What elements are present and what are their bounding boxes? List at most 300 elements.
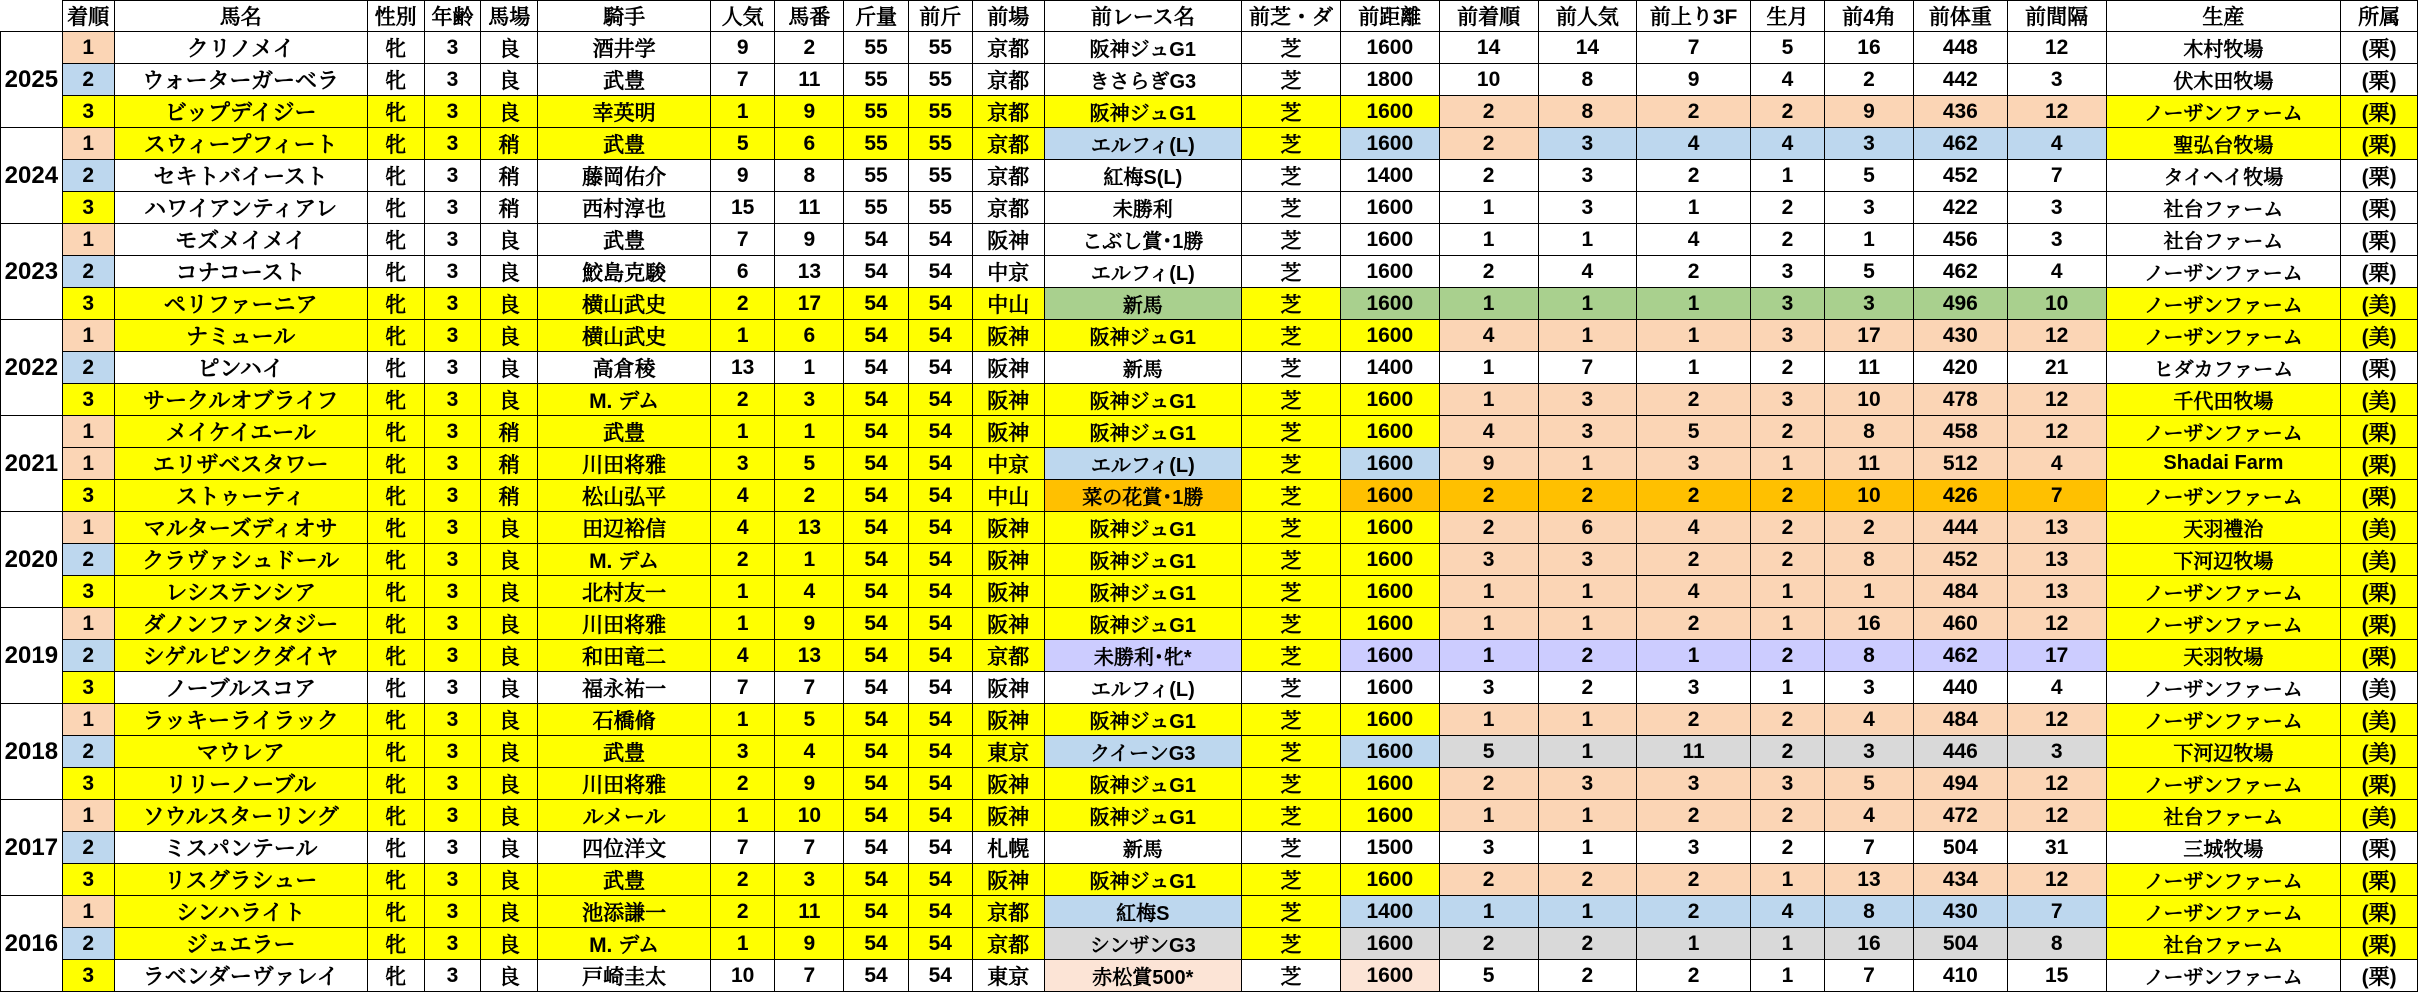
cell-10: 54 [908,576,972,608]
cell-6: 北村友一 [538,576,711,608]
cell-17: 2 [1637,96,1751,128]
cell-12: エルフィ(L) [1044,448,1242,480]
cell-19: 3 [1825,736,1914,768]
cell-21: 12 [2007,800,2106,832]
cell-4: 3 [424,64,481,96]
cell-21: 12 [2007,96,2106,128]
cell-7: 10 [711,960,775,992]
cell-19: 8 [1825,416,1914,448]
cell-19: 3 [1825,128,1914,160]
table-row [1,928,2418,960]
cell-20: 494 [1913,768,2007,800]
year-cell: 2019 [1,608,63,704]
cell-9: 54 [844,704,908,736]
cell-8: 11 [775,896,844,928]
cell-13: 芝 [1242,352,1341,384]
cell-11: 阪神 [972,704,1044,736]
cell-18: 2 [1750,192,1824,224]
cell-23: (美) [2341,672,2418,704]
cell-9: 54 [844,320,908,352]
cell-15: 1 [1439,576,1538,608]
cell-3: 牝 [367,448,424,480]
cell-14: 1600 [1340,768,1439,800]
cell-23: (美) [2341,384,2418,416]
cell-11: 京都 [972,32,1044,64]
cell-5: 良 [481,288,538,320]
table-row [1,704,2418,736]
cell-6: 田辺裕信 [538,512,711,544]
cell-2: クリノメイ [114,32,367,64]
cell-3: 牝 [367,672,424,704]
cell-1: 2 [62,544,114,576]
cell-20: 430 [1913,320,2007,352]
cell-17: 1 [1637,640,1751,672]
cell-15: 1 [1439,608,1538,640]
cell-4: 3 [424,704,481,736]
cell-11: 東京 [972,960,1044,992]
cell-7: 1 [711,800,775,832]
cell-10: 54 [908,288,972,320]
cell-14: 1400 [1340,352,1439,384]
cell-23: (美) [2341,288,2418,320]
cell-12: きさらぎG3 [1044,64,1242,96]
cell-21: 12 [2007,416,2106,448]
cell-16: 1 [1538,736,1637,768]
cell-19: 8 [1825,896,1914,928]
header-cell-13: 前芝・ダ [1242,1,1341,32]
cell-18: 2 [1750,352,1824,384]
cell-12: 阪神ジュG1 [1044,32,1242,64]
cell-15: 1 [1439,352,1538,384]
cell-12: エルフィ(L) [1044,128,1242,160]
cell-16: 1 [1538,224,1637,256]
cell-17: 2 [1637,480,1751,512]
cell-16: 1 [1538,800,1637,832]
cell-4: 3 [424,320,481,352]
cell-16: 1 [1538,448,1637,480]
cell-6: 武豊 [538,864,711,896]
cell-21: 7 [2007,480,2106,512]
cell-22: ヒダカファーム [2106,352,2341,384]
cell-3: 牝 [367,832,424,864]
cell-10: 54 [908,256,972,288]
cell-18: 2 [1750,96,1824,128]
cell-8: 13 [775,640,844,672]
cell-4: 3 [424,832,481,864]
cell-21: 12 [2007,768,2106,800]
cell-4: 3 [424,192,481,224]
cell-7: 2 [711,544,775,576]
cell-18: 3 [1750,320,1824,352]
cell-6: 酒井学 [538,32,711,64]
cell-13: 芝 [1242,192,1341,224]
cell-13: 芝 [1242,704,1341,736]
cell-7: 4 [711,512,775,544]
cell-20: 410 [1913,960,2007,992]
cell-4: 3 [424,672,481,704]
cell-10: 54 [908,896,972,928]
cell-17: 2 [1637,800,1751,832]
cell-14: 1600 [1340,480,1439,512]
year-cell: 2021 [1,416,63,512]
cell-18: 3 [1750,256,1824,288]
cell-19: 1 [1825,576,1914,608]
cell-2: リリーノーブル [114,768,367,800]
cell-5: 良 [481,352,538,384]
cell-11: 阪神 [972,384,1044,416]
cell-2: ラベンダーヴァレイ [114,960,367,992]
cell-12: 未勝利･牝* [1044,640,1242,672]
cell-18: 1 [1750,576,1824,608]
cell-16: 2 [1538,672,1637,704]
cell-4: 3 [424,576,481,608]
cell-14: 1600 [1340,256,1439,288]
cell-8: 7 [775,832,844,864]
cell-9: 54 [844,800,908,832]
cell-15: 2 [1439,256,1538,288]
cell-10: 55 [908,192,972,224]
cell-5: 良 [481,96,538,128]
cell-6: 横山武史 [538,320,711,352]
cell-20: 436 [1913,96,2007,128]
cell-10: 55 [908,160,972,192]
cell-23: (栗) [2341,768,2418,800]
cell-3: 牝 [367,640,424,672]
header-cell-10: 前斤 [908,1,972,32]
cell-20: 484 [1913,576,2007,608]
cell-7: 2 [711,288,775,320]
cell-14: 1600 [1340,672,1439,704]
cell-13: 芝 [1242,480,1341,512]
cell-16: 8 [1538,96,1637,128]
cell-17: 1 [1637,288,1751,320]
cell-4: 3 [424,800,481,832]
cell-8: 13 [775,256,844,288]
cell-12: 紅梅S [1044,896,1242,928]
cell-23: (栗) [2341,160,2418,192]
cell-5: 良 [481,736,538,768]
cell-3: 牝 [367,256,424,288]
cell-15: 2 [1439,512,1538,544]
cell-3: 牝 [367,160,424,192]
cell-16: 3 [1538,416,1637,448]
cell-7: 7 [711,832,775,864]
header-corner [1,1,63,32]
cell-10: 54 [908,384,972,416]
cell-8: 3 [775,384,844,416]
cell-19: 7 [1825,832,1914,864]
cell-12: 新馬 [1044,832,1242,864]
cell-12: 阪神ジュG1 [1044,512,1242,544]
year-cell: 2025 [1,32,63,128]
cell-23: (栗) [2341,256,2418,288]
cell-15: 2 [1439,96,1538,128]
cell-13: 芝 [1242,96,1341,128]
cell-18: 2 [1750,832,1824,864]
cell-9: 54 [844,928,908,960]
cell-6: 鮫島克駿 [538,256,711,288]
cell-3: 牝 [367,736,424,768]
cell-1: 1 [62,608,114,640]
cell-15: 3 [1439,672,1538,704]
cell-18: 4 [1750,128,1824,160]
cell-15: 3 [1439,544,1538,576]
cell-18: 2 [1750,416,1824,448]
cell-9: 55 [844,96,908,128]
cell-16: 3 [1538,192,1637,224]
cell-20: 462 [1913,256,2007,288]
cell-6: 幸英明 [538,96,711,128]
cell-9: 55 [844,32,908,64]
cell-9: 54 [844,480,908,512]
table-row [1,832,2418,864]
table-row [1,896,2418,928]
cell-6: 武豊 [538,128,711,160]
cell-1: 3 [62,960,114,992]
header-cell-14: 前距離 [1340,1,1439,32]
table-row [1,576,2418,608]
cell-20: 478 [1913,384,2007,416]
cell-20: 434 [1913,864,2007,896]
cell-15: 1 [1439,704,1538,736]
cell-22: ノーザンファーム [2106,96,2341,128]
cell-4: 3 [424,256,481,288]
cell-16: 6 [1538,512,1637,544]
cell-16: 3 [1538,128,1637,160]
cell-6: M. デム [538,544,711,576]
cell-3: 牝 [367,768,424,800]
cell-19: 3 [1825,192,1914,224]
cell-3: 牝 [367,352,424,384]
cell-17: 11 [1637,736,1751,768]
year-cell: 2022 [1,320,63,416]
cell-6: 石橋脩 [538,704,711,736]
cell-23: (美) [2341,320,2418,352]
cell-22: 下河辺牧場 [2106,544,2341,576]
cell-5: 良 [481,608,538,640]
cell-17: 5 [1637,416,1751,448]
cell-9: 55 [844,64,908,96]
header-row [1,1,2418,32]
cell-20: 426 [1913,480,2007,512]
cell-4: 3 [424,32,481,64]
cell-15: 2 [1439,128,1538,160]
cell-23: (栗) [2341,576,2418,608]
cell-3: 牝 [367,608,424,640]
cell-23: (栗) [2341,960,2418,992]
cell-8: 13 [775,512,844,544]
cell-9: 54 [844,896,908,928]
cell-4: 3 [424,608,481,640]
cell-15: 5 [1439,960,1538,992]
cell-1: 2 [62,832,114,864]
table-row [1,448,2418,480]
table-row [1,160,2418,192]
cell-10: 55 [908,32,972,64]
cell-19: 2 [1825,512,1914,544]
cell-12: エルフィ(L) [1044,256,1242,288]
cell-7: 9 [711,32,775,64]
cell-5: 良 [481,512,538,544]
cell-17: 1 [1637,320,1751,352]
cell-23: (栗) [2341,128,2418,160]
cell-21: 21 [2007,352,2106,384]
cell-16: 2 [1538,928,1637,960]
cell-2: シンハライト [114,896,367,928]
cell-6: 武豊 [538,224,711,256]
header-cell-5: 馬場 [481,1,538,32]
cell-13: 芝 [1242,416,1341,448]
cell-11: 阪神 [972,320,1044,352]
cell-21: 4 [2007,448,2106,480]
cell-13: 芝 [1242,160,1341,192]
cell-11: 中山 [972,480,1044,512]
cell-17: 2 [1637,864,1751,896]
cell-12: こぶし賞･1勝 [1044,224,1242,256]
cell-1: 3 [62,480,114,512]
header-cell-7: 人気 [711,1,775,32]
cell-11: 京都 [972,896,1044,928]
cell-17: 9 [1637,64,1751,96]
cell-20: 458 [1913,416,2007,448]
header-cell-20: 前体重 [1913,1,2007,32]
cell-1: 3 [62,96,114,128]
cell-13: 芝 [1242,64,1341,96]
cell-3: 牝 [367,192,424,224]
cell-3: 牝 [367,224,424,256]
cell-5: 良 [481,704,538,736]
table-row [1,608,2418,640]
cell-7: 13 [711,352,775,384]
cell-5: 良 [481,576,538,608]
cell-6: 横山武史 [538,288,711,320]
cell-21: 7 [2007,160,2106,192]
cell-20: 422 [1913,192,2007,224]
cell-11: 阪神 [972,608,1044,640]
header-cell-6: 騎手 [538,1,711,32]
cell-9: 54 [844,256,908,288]
cell-2: サークルオブライフ [114,384,367,416]
cell-17: 4 [1637,128,1751,160]
cell-23: (栗) [2341,448,2418,480]
cell-7: 1 [711,96,775,128]
cell-12: 阪神ジュG1 [1044,768,1242,800]
cell-3: 牝 [367,64,424,96]
cell-7: 2 [711,768,775,800]
cell-19: 9 [1825,96,1914,128]
cell-13: 芝 [1242,864,1341,896]
cell-2: ナミュール [114,320,367,352]
cell-11: 阪神 [972,864,1044,896]
cell-5: 良 [481,768,538,800]
cell-20: 442 [1913,64,2007,96]
cell-3: 牝 [367,704,424,736]
cell-5: 良 [481,64,538,96]
header-cell-8: 馬番 [775,1,844,32]
year-cell: 2020 [1,512,63,608]
cell-1: 1 [62,448,114,480]
cell-15: 1 [1439,640,1538,672]
cell-3: 牝 [367,288,424,320]
cell-7: 5 [711,128,775,160]
cell-8: 1 [775,416,844,448]
cell-22: 下河辺牧場 [2106,736,2341,768]
table-row [1,736,2418,768]
year-cell: 2023 [1,224,63,320]
cell-14: 1600 [1340,704,1439,736]
cell-1: 1 [62,704,114,736]
cell-21: 12 [2007,864,2106,896]
table-row [1,640,2418,672]
cell-21: 13 [2007,576,2106,608]
cell-16: 2 [1538,480,1637,512]
cell-11: 中京 [972,448,1044,480]
cell-18: 2 [1750,736,1824,768]
cell-23: (栗) [2341,224,2418,256]
table-row [1,32,2418,64]
cell-12: 阪神ジュG1 [1044,608,1242,640]
cell-9: 54 [844,864,908,896]
cell-11: 京都 [972,192,1044,224]
cell-19: 10 [1825,384,1914,416]
cell-22: ノーザンファーム [2106,960,2341,992]
cell-11: 京都 [972,96,1044,128]
header-cell-3: 性別 [367,1,424,32]
cell-19: 5 [1825,768,1914,800]
cell-14: 1600 [1340,640,1439,672]
cell-15: 1 [1439,192,1538,224]
cell-11: 京都 [972,128,1044,160]
cell-6: M. デム [538,384,711,416]
cell-8: 17 [775,288,844,320]
cell-20: 444 [1913,512,2007,544]
cell-17: 3 [1637,448,1751,480]
table-row [1,128,2418,160]
cell-1: 1 [62,224,114,256]
cell-12: 阪神ジュG1 [1044,96,1242,128]
cell-1: 1 [62,416,114,448]
cell-16: 8 [1538,64,1637,96]
header-cell-17: 前上り3F [1637,1,1751,32]
cell-12: 未勝利 [1044,192,1242,224]
cell-15: 2 [1439,160,1538,192]
cell-4: 3 [424,512,481,544]
cell-10: 54 [908,320,972,352]
cell-7: 9 [711,160,775,192]
cell-8: 7 [775,960,844,992]
cell-19: 16 [1825,928,1914,960]
cell-3: 牝 [367,864,424,896]
cell-22: ノーザンファーム [2106,704,2341,736]
cell-15: 5 [1439,736,1538,768]
cell-22: 三城牧場 [2106,832,2341,864]
cell-7: 2 [711,384,775,416]
cell-18: 1 [1750,960,1824,992]
cell-7: 7 [711,64,775,96]
cell-6: 池添謙一 [538,896,711,928]
cell-11: 中山 [972,288,1044,320]
table-row [1,96,2418,128]
cell-22: 聖弘台牧場 [2106,128,2341,160]
cell-7: 15 [711,192,775,224]
cell-16: 7 [1538,352,1637,384]
cell-6: 武豊 [538,64,711,96]
cell-16: 1 [1538,704,1637,736]
cell-2: モズメイメイ [114,224,367,256]
cell-9: 54 [844,832,908,864]
cell-22: タイヘイ牧場 [2106,160,2341,192]
cell-21: 4 [2007,672,2106,704]
